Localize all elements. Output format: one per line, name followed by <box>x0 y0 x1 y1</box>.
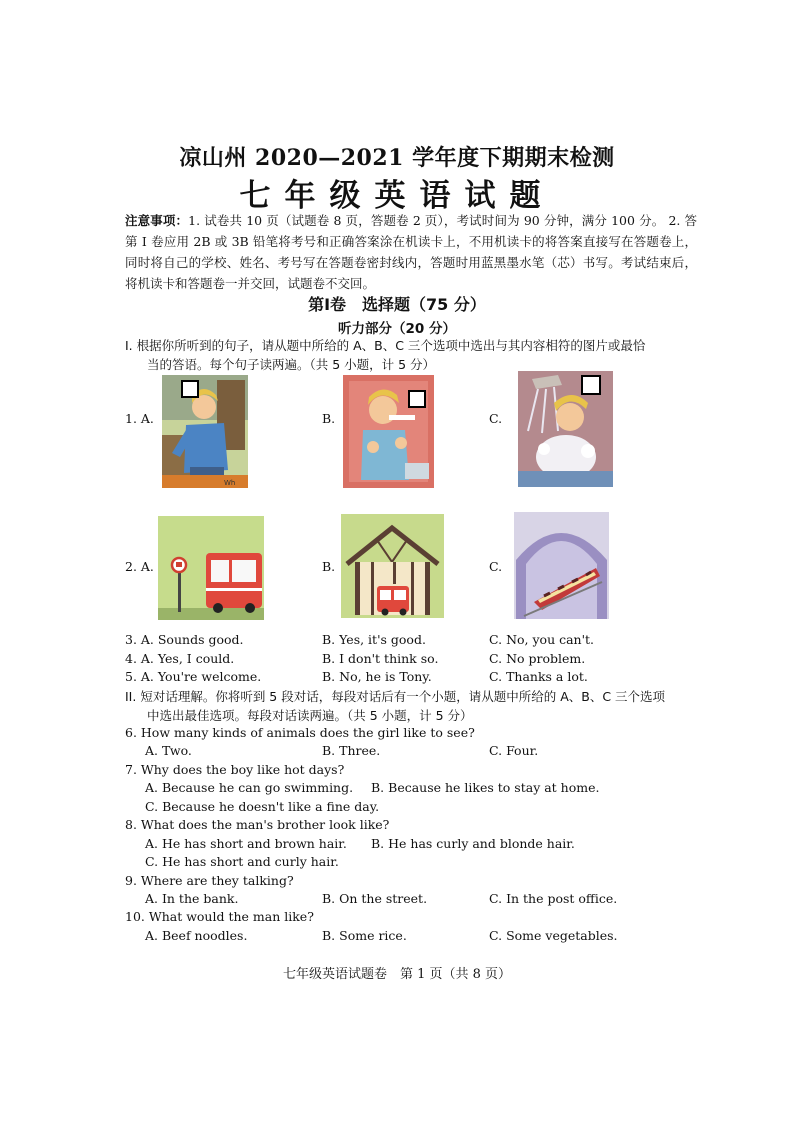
q5-option-a: 5. A. You're welcome. <box>125 669 262 684</box>
q2-option-c-label: C. <box>489 559 503 574</box>
q2-option-c-image <box>514 512 609 619</box>
q5-option-b: B. No, he is Tony. <box>322 669 432 684</box>
exam-notes <box>125 210 697 294</box>
q7-option-b: B. Because he likes to stay at home. <box>371 780 600 795</box>
subway-train-icon <box>514 512 609 619</box>
q8-option-b: B. He has curly and blonde hair. <box>371 836 575 851</box>
q9-option-a: A. In the bank. <box>145 891 239 906</box>
listening-title: 听力部分（20 分） <box>338 321 456 337</box>
page-footer: 七年级英语试题卷 第 1 页（共 8 页） <box>282 967 512 982</box>
q1-option-c-label: C. <box>489 411 503 426</box>
q1-option-b-label: B. <box>322 411 336 426</box>
boy-getting-dressed-icon <box>162 375 248 488</box>
section2-directions <box>125 687 697 725</box>
q4-option-c: C. No problem. <box>489 651 586 666</box>
q4-option-a: 4. A. Yes, I could. <box>125 651 235 666</box>
q9-option-b: B. On the street. <box>322 891 428 906</box>
q9-stem: 9. Where are they talking? <box>125 873 294 888</box>
bus-at-bus-stop-icon <box>158 516 264 620</box>
q1-option-a-image <box>162 375 248 488</box>
boy-brushing-teeth-icon <box>343 375 434 488</box>
part1-title: 第Ⅰ卷 选择题（75 分） <box>308 295 486 314</box>
notes-text: 1. 试卷共 10 页（试题卷 8 页，答题卷 2 页），考试时间为 90 分钟，满分 100 分。 2. 答第 Ⅰ 卷应用 2B 或 3B 铅笔将考号和正确答案涂在机读卡上，不用机读卡的将答案直接写在答题卷上，同时将自己的学校、姓名、考号写在答题卷密封线内，答题时用蓝黑墨水笔（芯）书写。考试结束后，将机读卡和答题卷一并交回，试题卷不交回。 <box>125 213 697 291</box>
q8-option-a: A. He has short and brown hair. <box>145 836 347 851</box>
q10-stem: 10. What would the man like? <box>125 909 314 924</box>
section2-directions-line2: 中选出最佳选项。每段对话读两遍。（共 5 小题，计 5 分） <box>147 708 473 723</box>
svg-text:Wh: Wh <box>224 479 236 487</box>
notes-label: 注意事项： <box>125 213 189 228</box>
q6-option-a: A. Two. <box>145 743 192 758</box>
section1-directions <box>125 336 697 374</box>
q3-option-a: 3. A. Sounds good. <box>125 632 244 647</box>
q2-label: 2. A. <box>125 559 154 574</box>
q1-option-b-image <box>343 375 434 488</box>
q2-option-b-label: B. <box>322 559 336 574</box>
q3-option-b: B. Yes, it's good. <box>322 632 426 647</box>
exam-title: 凉山州 2020—2021 学年度下期期末检测 <box>179 145 615 171</box>
q7-stem: 7. Why does the boy like hot days? <box>125 762 345 777</box>
q1-label: 1. A. <box>125 411 154 426</box>
q6-option-c: C. Four. <box>489 743 539 758</box>
q10-option-a: A. Beef noodles. <box>145 928 248 943</box>
q2-option-a-image <box>158 516 264 620</box>
q5-option-c: C. Thanks a lot. <box>489 669 588 684</box>
q6-option-b: B. Three. <box>322 743 381 758</box>
bus-in-garage-icon <box>341 514 444 618</box>
q4-option-b: B. I don't think so. <box>322 651 439 666</box>
section1-directions-line2: 当的答语。每个句子读两遍。（共 5 小题，计 5 分） <box>147 357 436 372</box>
q3-option-c: C. No, you can't. <box>489 632 595 647</box>
q10-option-c: C. Some vegetables. <box>489 928 618 943</box>
q2-option-b-image <box>341 514 444 618</box>
q1-option-c-image <box>518 371 613 487</box>
q7-option-a: A. Because he can go swimming. <box>145 780 354 795</box>
exam-subtitle: 七年级英语试题 <box>239 178 555 214</box>
q7-option-c: C. Because he doesn't like a fine day. <box>145 799 380 814</box>
section2-directions-line1: II. 短对话理解。你将听到 5 段对话，每段对话后有一个小题，请从题中所给的 A、B、C 三个选项 <box>125 689 666 704</box>
q10-option-b: B. Some rice. <box>322 928 407 943</box>
q8-option-c: C. He has short and curly hair. <box>145 854 339 869</box>
q6-stem: 6. How many kinds of animals does the girl like to see? <box>125 725 475 740</box>
q9-option-c: C. In the post office. <box>489 891 618 906</box>
section1-directions-line1: I. 根据你所听到的句子，请从题中所给的 A、B、C 三个选项中选出与其内容相符的图片或最恰 <box>125 338 646 353</box>
girl-taking-shower-icon <box>518 371 613 487</box>
q8-stem: 8. What does the man's brother look like? <box>125 817 390 832</box>
